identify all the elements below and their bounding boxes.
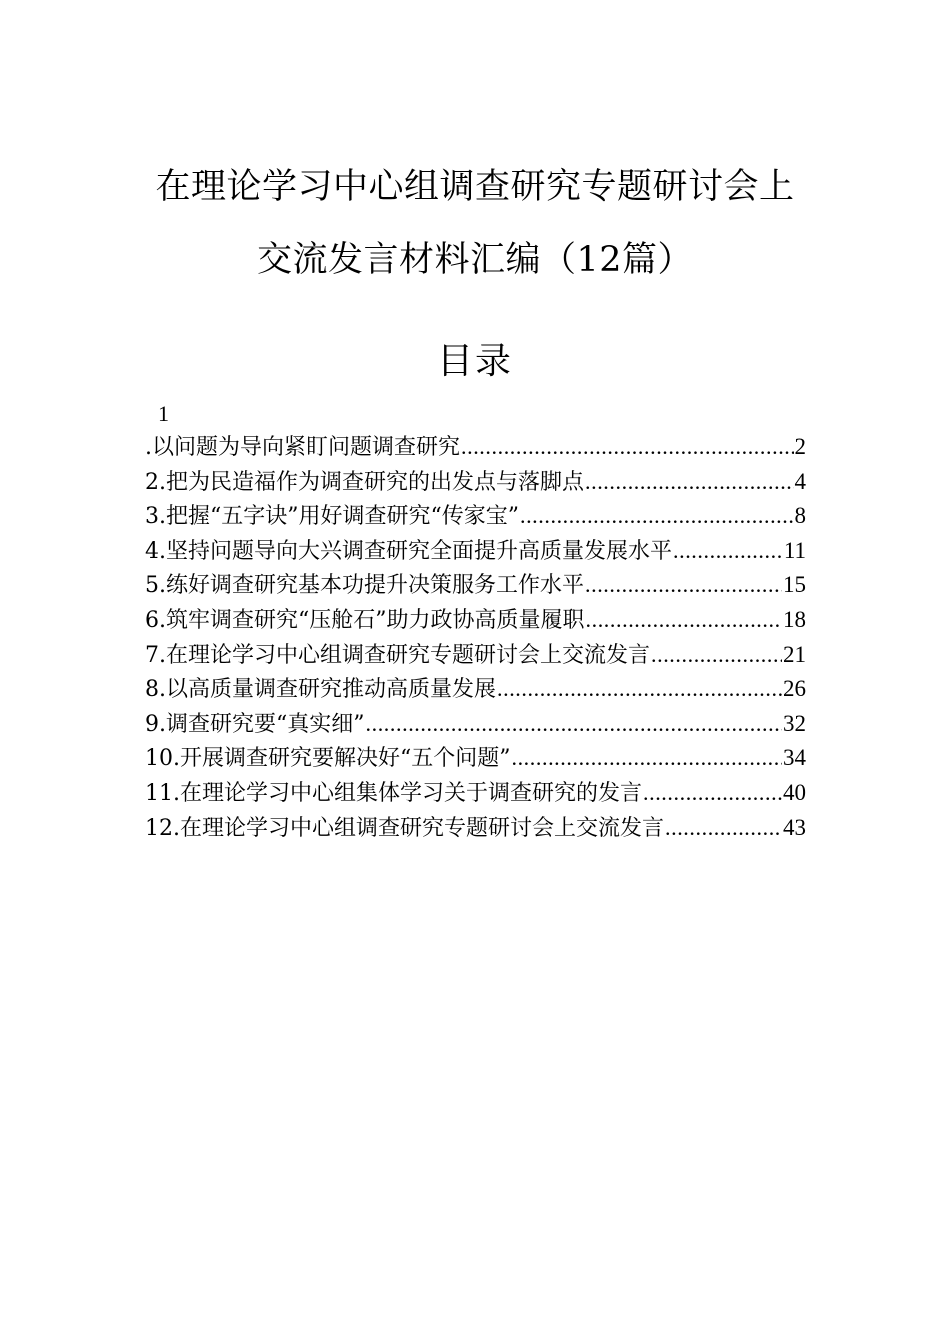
toc-dot-leader: [586, 603, 783, 637]
toc-entry-title: 5.练好调查研究基本功提升决策服务工作水平: [145, 573, 584, 599]
toc-page-number: 8: [794, 503, 806, 529]
toc-entry-title: .以问题为导向紧盯问题调查研究: [145, 435, 460, 460]
toc-entry[interactable]: [145, 776, 806, 811]
toc-entry[interactable]: [145, 603, 806, 638]
toc-dot-leader: [366, 707, 783, 741]
toc-entry[interactable]: [145, 638, 806, 673]
toc-entry-title: 12.在理论学习中心组调查研究专题研讨会上交流发言: [145, 815, 664, 841]
toc-entry-title: 4.坚持问题导向大兴调查研究全面提升高质量发展水平: [145, 538, 672, 564]
toc-entry[interactable]: [145, 707, 806, 742]
toc-page-number: 43: [783, 814, 806, 840]
document-title-line-2: 交流发言材料汇编（12篇）: [256, 240, 694, 280]
toc-page-number: 34: [783, 745, 806, 771]
toc-page-number: 4: [794, 468, 806, 494]
toc-page-number: 15: [783, 572, 806, 598]
toc-dot-leader: [520, 499, 794, 533]
toc-dot-leader: [497, 672, 782, 706]
toc-entry-title: 7.在理论学习中心组调查研究专题研讨会上交流发言: [145, 642, 650, 668]
toc-page-number: 40: [783, 779, 806, 805]
toc-stray-number: 1: [158, 401, 169, 426]
toc-entry[interactable]: [145, 534, 806, 569]
document-title-line-1: 在理论学习中心组调查研究专题研讨会上: [155, 167, 795, 207]
toc-entry[interactable]: [145, 465, 806, 500]
toc-entry[interactable]: [145, 741, 806, 776]
toc-page-number: 2: [794, 434, 806, 459]
toc-entry-title: 11.在理论学习中心组集体学习关于调查研究的发言: [145, 780, 642, 806]
toc-entry-title: 2.把为民造福作为调查研究的出发点与落脚点: [145, 469, 584, 495]
toc-list: [145, 430, 806, 845]
toc-page-number: 11: [783, 537, 806, 563]
toc-entry[interactable]: [145, 499, 806, 534]
toc-dot-leader: [585, 568, 782, 602]
toc-page-number: 32: [783, 710, 806, 736]
toc-dot-leader: [511, 741, 782, 775]
toc-heading: 目录: [436, 341, 513, 382]
toc-entry-title: 10.开展调查研究要解决好“五个问题”: [145, 746, 511, 772]
toc-page-number: 21: [783, 641, 806, 667]
toc-entry[interactable]: [145, 568, 806, 603]
toc-entry-title: 3.把握“五字诀”用好调查研究“传家宝”: [145, 504, 519, 530]
toc-dot-leader: [461, 430, 794, 464]
toc-dot-leader: [585, 465, 794, 499]
toc-entry[interactable]: [145, 672, 806, 707]
toc-entry-title: 8.以高质量调查研究推动高质量发展: [145, 677, 496, 703]
toc-entry-title: 6.筑牢调查研究“压舱石”助力政协高质量履职: [145, 607, 585, 633]
toc-entry[interactable]: [145, 430, 806, 465]
toc-dot-leader: [643, 776, 782, 810]
toc-dot-leader: [673, 534, 783, 568]
toc-page-number: 18: [783, 606, 806, 632]
toc-entry[interactable]: [145, 811, 806, 846]
toc-dot-leader: [665, 811, 782, 845]
toc-dot-leader: [651, 638, 782, 672]
toc-entry-title: 9.调查研究要“真实细”: [145, 711, 365, 737]
toc-page-number: 26: [783, 676, 806, 702]
